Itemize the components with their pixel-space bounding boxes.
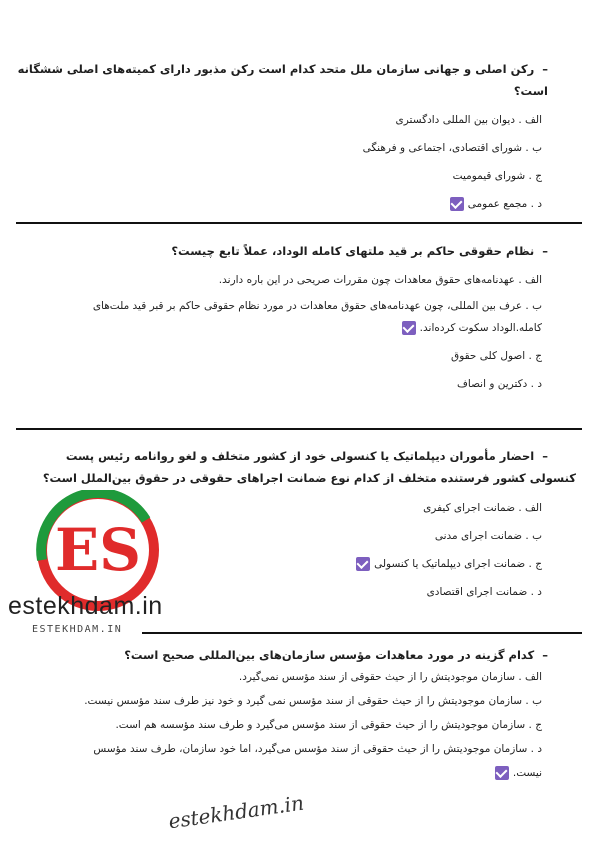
- option-4d-cont: نیست.: [12, 764, 588, 782]
- option-4d: د . سازمان موجودیتش را از حیث حقوقی از سند مؤسس می‌گیرد، اما خود سازمان، طرف سند مؤسس: [93, 743, 542, 755]
- divider: [142, 632, 582, 634]
- question-2: [12, 240, 588, 393]
- option-1b: ب . شورای اقتصادی، اجتماعی و فرهنگی: [362, 142, 542, 154]
- option-1c: ج . شورای قیمومیت: [452, 170, 542, 182]
- option-2b: ب . عرف بین المللی، چون عهدنامه‌های حقوق معاهدات در مورد نظام حقوقی حاکم بر قبر قید ملت‌های: [92, 300, 542, 312]
- option-4b: ب . سازمان موجودیتش را از حیث حقوقی از سند مؤسس نمی گیرد و خود نیز طرف سند مؤسس نیست.: [84, 695, 542, 707]
- option-4c: ج . سازمان موجودیتش را از حیث حقوقی از سند مؤسس می‌گیرد و طرف سند مؤسسه هم است.: [115, 719, 542, 731]
- divider: [16, 428, 582, 430]
- checkmark-icon: [450, 197, 464, 211]
- option-2c: ج . اصول کلی حقوق: [451, 350, 542, 362]
- option-2a: الف . عهدنامه‌های حقوق معاهدات چون مقررات صریحی در این باره دارند.: [218, 274, 542, 286]
- logo-letters: ES: [54, 516, 142, 584]
- option-4a: الف . سازمان موجودیتش را از حیث حقوقی از سند مؤسس نمی‌گیرد.: [238, 671, 542, 683]
- option-1d: د . مجمع عمومی: [12, 195, 588, 213]
- divider: [16, 222, 582, 224]
- checkmark-icon: [356, 557, 370, 571]
- checkmark-icon: [495, 766, 509, 780]
- question-3-title-cont: کنسولی کشور فرستنده متخلف از کدام نوع ضمانت اجراهای حقوقی در حقوق بین‌الملل است؟: [42, 471, 576, 485]
- watermark: estekhdam.in: [166, 790, 306, 834]
- option-3d: د . ضمانت اجرای اقتصادی: [426, 586, 542, 598]
- question-2-title: –نظام حقوقی حاکم بر قید ملتهای کامله الوداد، عملاً تابع چیست؟: [171, 244, 548, 258]
- question-3-title: –احضار مأموران دیپلماتیک یا کنسولی خود از کشور متخلف و لغو روانامه رئیس پست: [65, 449, 548, 463]
- question-4-title: –کدام گزینه در مورد معاهدات مؤسس سازمان‌های بین‌المللی صحیح است؟: [124, 648, 548, 662]
- checkmark-icon: [402, 321, 416, 335]
- option-3a: الف . ضمانت اجرای کیفری: [423, 502, 542, 514]
- logo-subtitle: ESTEKHDAM.IN: [32, 624, 123, 635]
- option-3c: ج . ضمانت اجرای دیپلماتیک یا کنسولی: [12, 555, 588, 573]
- question-4: [12, 644, 588, 782]
- option-2d: د . دکترین و انصاف: [456, 378, 542, 390]
- option-1a: الف . دیوان بین المللی دادگستری: [395, 114, 542, 126]
- question-1: [12, 58, 588, 213]
- logo-name: estekhdam.in: [8, 592, 163, 620]
- option-3b: ب . ضمانت اجرای مدنی: [434, 530, 542, 542]
- option-2b-cont: کامله.الوداد سکوت کرده‌اند.: [12, 319, 588, 337]
- question-1-title: –رکن اصلی و جهانی سازمان ملل متحد کدام است رکن مذبور دارای کمیته‌های اصلی ششگانه است؟: [17, 62, 548, 98]
